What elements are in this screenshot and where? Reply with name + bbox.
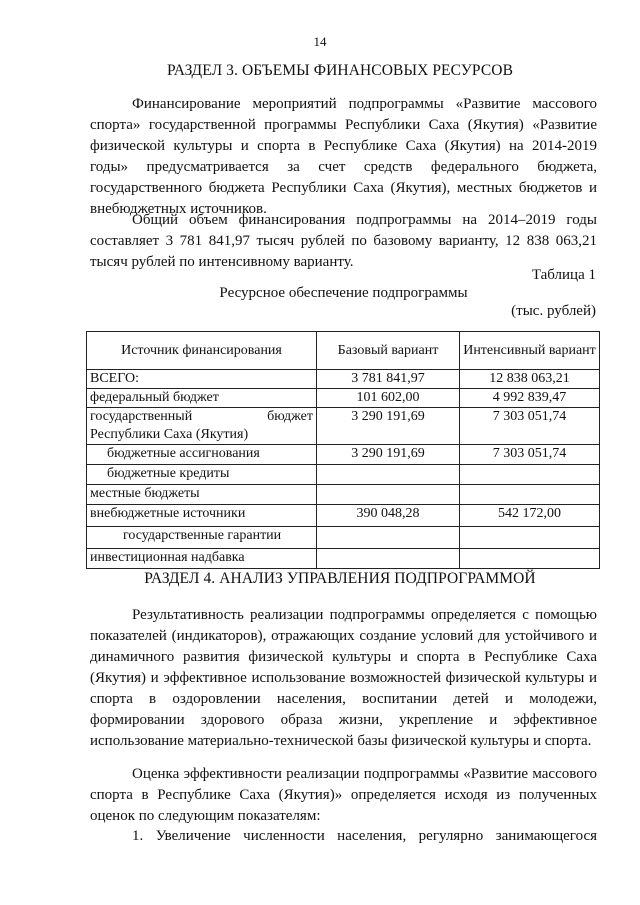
row-base: [317, 485, 460, 505]
row-base: 101 602,00: [317, 389, 460, 408]
row-name: инвестиционная надбавка: [87, 549, 317, 569]
row-name: [87, 408, 317, 445]
resource-table: [86, 331, 600, 569]
row-name: федеральный бюджет: [87, 389, 317, 408]
row-base: [317, 527, 460, 549]
row-name-part-b: бюджет: [267, 409, 313, 424]
section-3-paragraph-2: Общий объем финансирования подпрограммы на 2014–2019 годы составляет 3 781 841,97 тысяч рублей по базовому варианту, 12 838 063,21 тысяч рублей по интенсивному варианту.: [90, 212, 597, 270]
row-base: [317, 465, 460, 485]
row-name: местные бюджеты: [87, 485, 317, 505]
section-3-paragraph-1: Финансирование мероприятий подпрограммы «Развитие массового спорта» государственной программы Республики Саха (Якутия) «Развитие физической культуры и спорта в Республике Саха (Якутия) на 2014-2019 годы» предусматривается за счет средств федерального бюджета, государственного бюджета Республики Саха (Якутия), местных бюджетов и внебюджетных источников.: [90, 96, 597, 217]
table-row: [87, 549, 600, 569]
table-row: [87, 370, 600, 389]
row-name: государственные гарантии: [87, 527, 317, 549]
row-name-part-a: государственный: [90, 409, 193, 424]
row-intensive: 4 992 839,47: [460, 389, 600, 408]
page-number: 14: [313, 34, 327, 49]
row-name: бюджетные ассигнования: [87, 445, 317, 465]
table-row: [87, 505, 600, 527]
header-source: Источник финансирования: [87, 332, 317, 370]
row-name: внебюджетные источники: [87, 505, 317, 527]
table-label: Таблица 1: [531, 267, 596, 283]
table-header-row: [87, 332, 600, 370]
section-4-title: РАЗДЕЛ 4. АНАЛИЗ УПРАВЛЕНИЯ ПОДПРОГРАММОЙ: [144, 570, 536, 587]
section-4-paragraph-1: Результативность реализации подпрограммы определяется с помощью показателей (индикаторов), отражающих создание условий для устойчивого и динамичного развития физической культуры и спорта в Республике Саха (Якутия) и эффективное использование возможностей физической культуры и спорта в оздоровлении населения, воспитании детей и молодежи, формировании здорового образа жизни, укрепление и эффективное использование материально-технической базы физической культуры и спорта.: [90, 607, 597, 749]
table-row: [87, 485, 600, 505]
section-3-title: РАЗДЕЛ 3. ОБЪЕМЫ ФИНАНСОВЫХ РЕСУРСОВ: [166, 62, 514, 79]
row-name: ВСЕГО:: [87, 370, 317, 389]
section-4-paragraph-2: Оценка эффективности реализации подпрограммы «Развитие массового спорта в Республике Саха (Якутия)» определяется исходя из полученных оценок по следующим показателям:: [90, 766, 597, 824]
row-base: 390 048,28: [317, 505, 460, 527]
row-name: бюджетные кредиты: [87, 465, 317, 485]
row-intensive: [460, 549, 600, 569]
header-intensive: Интенсивный вариант: [460, 332, 600, 370]
row-intensive: [460, 485, 600, 505]
table-row: [87, 389, 600, 408]
row-intensive: [460, 465, 600, 485]
row-intensive: 7 303 051,74: [460, 445, 600, 465]
row-intensive: 7 303 051,74: [460, 408, 600, 445]
header-base: Базовый вариант: [317, 332, 460, 370]
table-row: [87, 465, 600, 485]
section-4-paragraph-3: 1. Увеличение численности населения, регулярно занимающегося: [132, 828, 597, 844]
row-base: 3 290 191,69: [317, 445, 460, 465]
row-base: [317, 549, 460, 569]
table-row: [87, 445, 600, 465]
row-intensive: 542 172,00: [460, 505, 600, 527]
row-base: 3 781 841,97: [317, 370, 460, 389]
row-base: 3 290 191,69: [317, 408, 460, 445]
table-units: (тыс. рублей): [511, 303, 596, 319]
table-caption: Ресурсное обеспечение подпрограммы: [219, 285, 468, 301]
row-intensive: [460, 527, 600, 549]
table-row: [87, 408, 600, 445]
row-name-part-c: Республики Саха (Якутия): [90, 427, 249, 442]
table-row: [87, 527, 600, 549]
row-intensive: 12 838 063,21: [460, 370, 600, 389]
